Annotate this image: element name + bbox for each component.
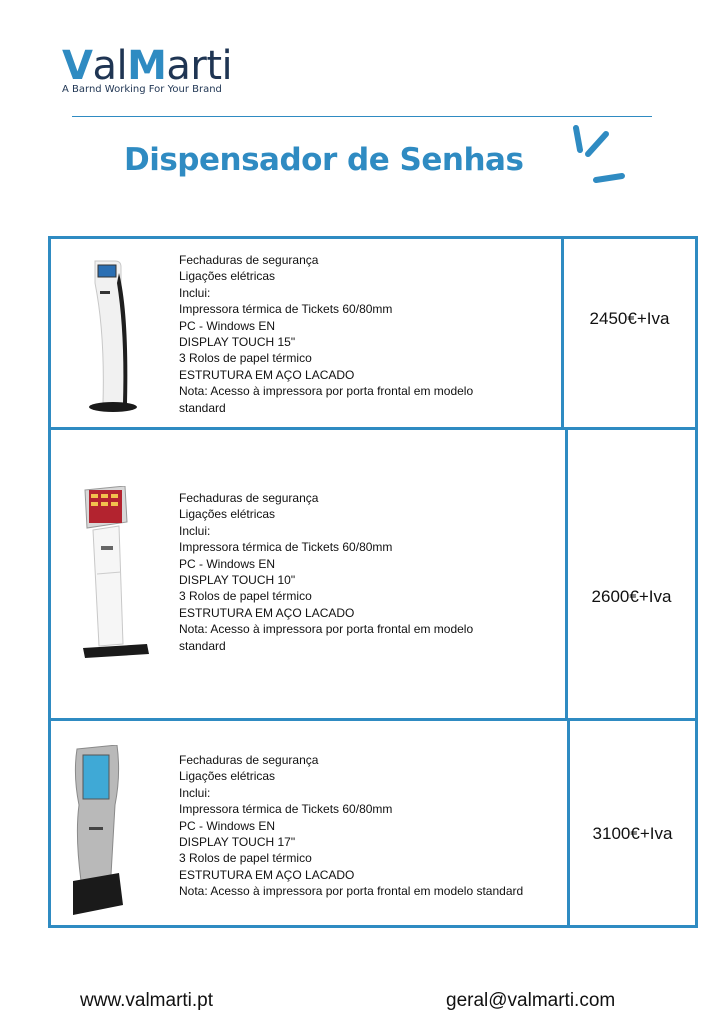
spec-line: Impressora térmica de Tickets 60/80mm	[179, 540, 393, 555]
spec-line: 3 Rolos de papel térmico	[179, 589, 312, 604]
spec-line: ESTRUTURA EM AÇO LACADO	[179, 605, 355, 620]
spec-line: 3 Rolos de papel térmico	[179, 851, 312, 866]
column-divider	[565, 430, 568, 718]
product-price: 2450€+Iva	[589, 309, 670, 328]
spec-line: PC - Windows EN	[179, 318, 276, 333]
footer-website: www.valmarti.pt	[80, 990, 214, 1011]
spec-line: DISPLAY TOUCH 10"	[179, 573, 296, 588]
product-price: 2600€+Iva	[591, 587, 672, 606]
spec-line: Ligações elétricas	[179, 507, 276, 522]
spec-line: standard	[179, 400, 226, 415]
spec-line: 3 Rolos de papel térmico	[179, 351, 312, 366]
spec-line: Nota: Acesso à impressora por porta frontal em modelo standard	[179, 884, 524, 899]
product-row	[51, 721, 695, 925]
spec-line: Inclui:	[179, 523, 211, 538]
spec-line: Impressora térmica de Tickets 60/80mm	[179, 802, 393, 817]
spec-line: ESTRUTURA EM AÇO LACADO	[179, 867, 355, 882]
spec-line: DISPLAY TOUCH 17"	[179, 835, 296, 850]
product-row	[51, 430, 695, 721]
footer-email: geral@valmarti.com	[446, 990, 616, 1011]
product-description	[179, 252, 473, 416]
logo-letters-al: al	[92, 43, 128, 89]
kiosk-image-1	[81, 253, 137, 413]
product-description	[179, 752, 523, 900]
spec-line: DISPLAY TOUCH 15"	[179, 335, 296, 350]
accent-strokes-icon	[566, 120, 630, 190]
spec-line: Ligações elétricas	[179, 269, 276, 284]
valmarti-logo	[62, 44, 232, 95]
spec-line: Ligações elétricas	[179, 769, 276, 784]
logo-letter-v: V	[62, 43, 93, 89]
logo-letter-m: M	[127, 43, 167, 89]
spec-line: Fechaduras de segurança	[179, 491, 319, 505]
logo-wordmark	[62, 44, 232, 88]
product-description	[179, 490, 473, 654]
product-price: 3100€+Iva	[592, 824, 673, 843]
product-row	[51, 239, 695, 430]
column-divider	[561, 239, 564, 427]
kiosk-image-2	[79, 486, 151, 662]
spec-line: Inclui:	[179, 785, 211, 800]
spec-line: PC - Windows EN	[179, 818, 276, 833]
spec-line: Fechaduras de segurança	[179, 253, 319, 267]
spec-line: Nota: Acesso à impressora por porta frontal em modelo	[179, 622, 474, 637]
logo-letters-arti: arti	[166, 43, 233, 89]
spec-line: ESTRUTURA EM AÇO LACADO	[179, 367, 355, 382]
kiosk-image-3	[67, 745, 127, 921]
product-table	[48, 236, 698, 928]
page-title: Dispensador de Senhas	[124, 142, 524, 178]
spec-line: PC - Windows EN	[179, 556, 276, 571]
spec-line: standard	[179, 638, 226, 653]
spec-line: Nota: Acesso à impressora por porta frontal em modelo	[179, 384, 474, 399]
spec-line: Fechaduras de segurança	[179, 753, 319, 767]
spec-line: Inclui:	[179, 285, 211, 300]
column-divider	[567, 721, 570, 925]
spec-line: Impressora térmica de Tickets 60/80mm	[179, 302, 393, 317]
header-divider	[72, 116, 652, 117]
logo-tagline: A Barnd Working For Your Brand	[62, 84, 222, 95]
